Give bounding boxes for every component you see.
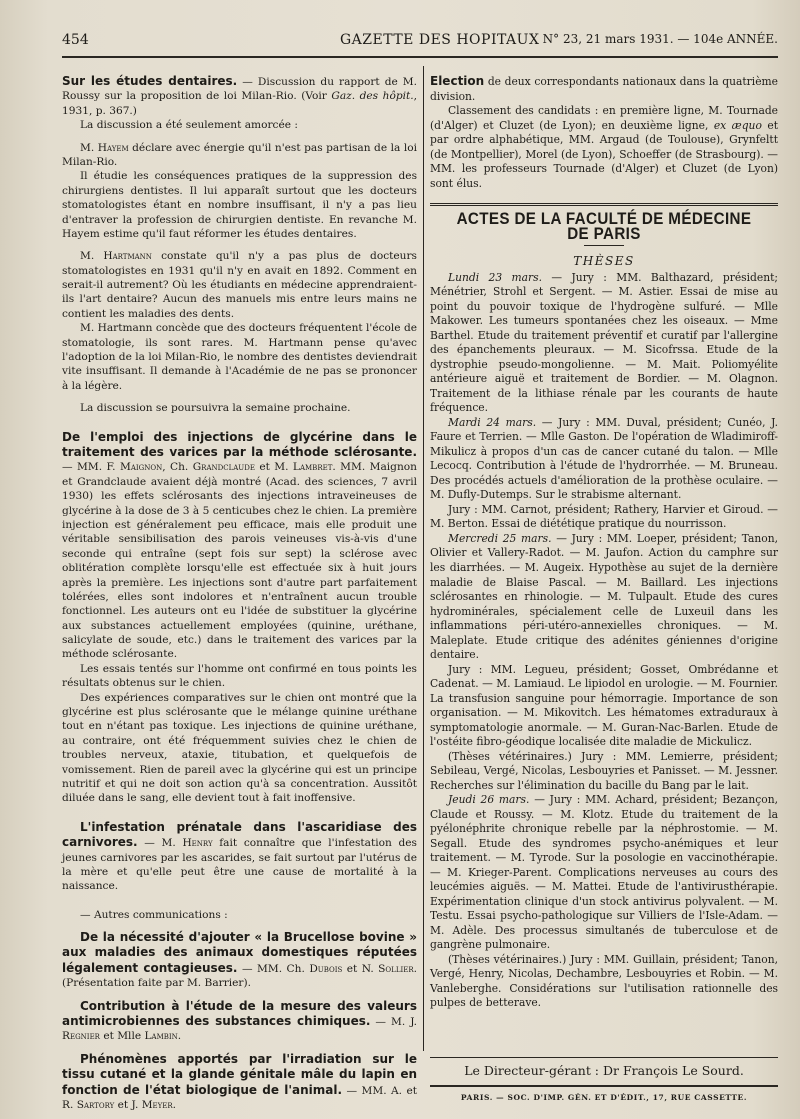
right-column bbox=[430, 74, 778, 1011]
paragraph: M. Hartmann constate qu'il n'y a pas plus de docteurs stomatologistes en 1931 qu'il n'y en avait en 1892. Comment en serait-il autrement? Où les étudiants en médecine apprendraient-ils l'art dentaire? Aucun des manuels mis entre leurs mains ne contient les maladies des dents. bbox=[62, 250, 417, 320]
section-heading: ACTES DE LA FACULTÉ DE MÉDECINE DE PARIS bbox=[456, 210, 752, 243]
thesis-day: Mercredi 25 mars. — Jury : MM. Loeper, président; Tanon, Olivier et Vallery-Radot. — M. Jaufon. Action du camphre sur les diarrhées. — M. Augeix. Hypothèse au sujet de la dernière maladie de Blaise Pascal. — M. Baillard. Les injections sclérosantes en rhinologie. — M. Tulpault. Etude des cures hydrominérales, spécialement celle de Luxeuil dans les inflammations péri-utéro-annexielles chroniques. — M. Maleplate. Etude critique des adénites géniennes d'origine dentaire. bbox=[430, 531, 778, 662]
header-rule bbox=[62, 56, 778, 58]
printer-line: PARIS. — SOC. D'IMP. GÉN. ET D'ÉDIT., 17, RUE CASSETTE. bbox=[460, 1093, 748, 1102]
article-title: Sur les études dentaires. bbox=[62, 74, 238, 88]
article-title: Contribution à l'étude de la mesure des valeurs antimicrobiennes des substances chimiques. bbox=[62, 998, 417, 1029]
paragraph: Classement des candidats : en première ligne, M. Tournade (d'Alger) et Cluzet (de Lyon); en deuxième ligne, ex æquo et par ordre alphabétique, MM. Argaud (de Toulouse), Grynfeltt (de Montpellier), Morel (de Lyon), Schoeffer (de Strasbourg). — MM. les professeurs Tournade (d'Alger) et Cluzet (de Lyon) sont élus. bbox=[430, 104, 778, 190]
subsection-heading: THÈSES bbox=[573, 254, 635, 269]
paragraph: (Thèses vétérinaires.) Jury : MM. Guillain, président; Tanon, Vergé, Henry, Nicolas, Dechambre, Lesbouyries et Robin. — M. Vanleberghe. Considérations sur l'utilisation rationnelle des pulpes de betterave. bbox=[430, 952, 778, 1010]
thesis-day: Lundi 23 mars. — Jury : MM. Balthazard, président; Ménétrier, Strohl et Sergent. — M. Astier. Essai de mise au point du pouvoir toxique de l'hydrogène sulfuré. — Mlle Makower. Les tumeurs spontanées chez les oiseaux. — Mme Barthel. Etude du traitement préventif et curatif par l'allergine des épanchements pleuraux. — M. Sicofrssa. Etude de la dystrophie pseudo-mongolienne. — M. Mait. Poliomyélite antérieure aiguë et traitement de Bordier. — M. Olagnon. Traitement de la lithiase rénale par les courants de haute fréquence. bbox=[430, 270, 779, 415]
thesis-day: Mardi 24 mars. — Jury : MM. Duval, président; Cunéo, J. Faure et Terrien. — Mlle Gaston. De l'opération de Wladimiroff-Mikulicz à propos d'un cas de cancer cutané du talon. — Mlle Lecocq. Contribution à l'étude de l'hydrorrhée. — M. Bruneau. Des procédés actuels d'amélioration de la prothèse oculaire. — M. Dufly-Dutemps. Sur le strabisme alternant. bbox=[430, 415, 778, 502]
article-title: Phénomènes apportés par l'irradiation sur le tissu cutané et la glande génitale mâle du lapin en fonction de l'état biologique de l'animal. bbox=[62, 1051, 417, 1097]
paragraph: La discussion a été seulement amorcée : bbox=[80, 119, 298, 132]
article-title: Election bbox=[430, 74, 485, 88]
ornament-rule bbox=[584, 245, 624, 246]
page-header bbox=[62, 32, 778, 52]
paragraph: (Thèses vétérinaires.) Jury : MM. Lemierre, président; Sebileau, Vergé, Nicolas, Lesbouyries et Panisset. — M. Jessner. Recherches sur l'élimination du bacille du Bang par le lait. bbox=[430, 749, 778, 792]
thesis-day: Jeudi 26 mars. — Jury : MM. Achard, président; Bezançon, Claude et Roussy. — M. Klotz. Etude du traitement de la pyélonéphrite chronique rebelle par la néphrostomie. — M. Segall. Etude des syndromes psycho-anémiques et leur traitement. — M. Tyrode. Sur la posologie en vaccinothérapie. — M. Krieger-Parent. Complications nerveuses au cours des leucémies aiguës. — M. Mattei. Etude de l'antivirusthérapie. Expérimentation clinique d'un stock antivirus polyvalent. — M. Testu. Essai psycho-pathologique sur Villiers de l'Isle-Adam. — M. Adèle. Des processus simultanés de tuberculose et de gangrène pulmonaire. bbox=[430, 793, 778, 952]
article-title: L'infestation prénatale dans l'ascaridiase des carnivores. bbox=[62, 819, 417, 850]
article-election: Election de deux correspondants nationaux dans la quatrième division. bbox=[430, 74, 778, 103]
article-etudes-dentaires: Sur les études dentaires. — Discussion du rapport de M. Roussy sur la proposition de loi Milan-Rio. (Voir Gaz. des hôpit., 1931, p. 367.) bbox=[62, 74, 417, 117]
article-antimicrobiennes: Contribution à l'étude de la mesure des valeurs antimicrobiennes des substances chimiques. — M. J. Regnier et Mlle Lambin. bbox=[62, 998, 417, 1043]
section-rule bbox=[430, 203, 778, 206]
footer-rule-mid bbox=[430, 1085, 778, 1087]
issue-info: N° 23, 21 mars 1931. — 104e ANNÉE. bbox=[542, 32, 778, 46]
article-title: De l'emploi des injections de glycérine dans le traitement des varices par la méthode sclérosante. bbox=[62, 429, 417, 459]
article-ascaridiase: L'infestation prénatale dans l'ascaridiase des carnivores. — M. Henry fait connaître que l'infestation des jeunes carnivores par les ascarides, se fait surtout par l'utérus de la mère et qu'elle peut être une cause de mortalité à la naissance. bbox=[62, 819, 417, 893]
article-glycerine: De l'emploi des injections de glycérine dans le traitement des varices par la méthode sclérosante. — MM. F. Maignon, Ch. Grandclaude et M. Lambret. MM. Maignon et Grandclaude avaient déjà montré (Acad. des sciences, 7 avril 1930) les effets sclérosants des injections intraveineuses de glycérine à la dose de 3 à 5 centicubes chez le chien. La première injection est généralement peu efficace, mais elle produit une véritable sensibilisation des parois veineuses vis-à-vis d'une seconde qui entraîne (sept fois sur sept) la sclérose avec oblitération complète lorsqu'elle est effectuée six à huit jours après la première. Les injections sont d'autre part parfaitement tolérées, elles sont indolores et n'entraînent aucun trouble fonctionnel. Les auteurs ont eu l'idée de substituer la glycérine aux substances actuellement employées (quinine, uréthane, salicylate de soude, etc.) dans le traitement des varices par la méthode sclérosante. bbox=[62, 429, 417, 661]
page-number: 454 bbox=[62, 32, 89, 48]
footer-rule-top bbox=[430, 1057, 778, 1058]
journal-title: GAZETTE DES HOPITAUX bbox=[340, 32, 540, 48]
director-line: Le Directeur-gérant : Dr François Le Sourd. bbox=[464, 1063, 744, 1078]
paragraph: Jury : MM. Carnot, président; Rathery, Harvier et Giroud. — M. Berton. Essai de diététique pratique du nourrisson. bbox=[430, 502, 778, 531]
column-divider bbox=[423, 66, 424, 1051]
autres-communications: — Autres communications : bbox=[80, 908, 228, 921]
paragraph: Les essais tentés sur l'homme ont confirmé en tous points les résultats obtenus sur le chien. bbox=[62, 662, 417, 690]
paragraph: M. Hartmann concède que des docteurs fréquentent l'école de stomatologie, ils sont rares. M. Hartmann pense qu'avec l'adoption de la loi Milan-Rio, le nombre des dentistes deviendrait vite insuffisant. Il demande à l'Académie de ne pas se prononcer à la légère. bbox=[62, 322, 417, 392]
left-column bbox=[62, 74, 417, 1112]
article-title: De la nécessité d'ajouter « la Brucellose bovine » aux maladies des animaux domestiques réputées légalement contagieuses. bbox=[62, 930, 417, 975]
paragraph: Jury : MM. Legueu, président; Gosset, Ombrédanne et Cadenat. — M. Lamiaud. Le lipiodol en urologie. — M. Fournier. La transfusion sanguine pour hémorragie. Importance de son organisation. — M. Mikovitch. Les hématomes extraduraux à symptomatologie anormale. — M. Guran-Nac-Barlen. Etude de l'ostéite fibro-géodique localisée dite maladie de Mickulicz. bbox=[430, 662, 778, 749]
article-brucellose: De la nécessité d'ajouter « la Brucellose bovine » aux maladies des animaux domestiques réputées légalement contagieuses. — MM. Ch. Dubois et N. Sollier. (Présentation faite par M. Barrier). bbox=[62, 930, 417, 990]
paragraph: Des expériences comparatives sur le chien ont montré que la glycérine est plus sclérosante que le mélange quinine uréthane tout en n'étant pas toxique. Les injections de quinine uréthane, au contraire, ont été fréquemment suivies chez le chien de troubles nerveux, ataxie, titubation, et quelquefois de vomissement. Rien de pareil avec la glycérine qui est un principe nutritif et qui ne doit son action qu'à sa concentration. Aussitôt diluée dans le sang, elle devient tout à fait inoffensive. bbox=[62, 691, 417, 805]
paragraph: Il étudie les conséquences pratiques de la suppression des chirurgiens dentistes. Il lui apparaît surtout que les docteurs stomatologistes étant en nombre insuffisant, il n'y a pas lieu d'entraver la profession de chirurgien dentiste. En revanche M. Hayem estime qu'il faut réformer les études dentaires. bbox=[62, 170, 417, 240]
article-irradiation: Phénomènes apportés par l'irradiation sur le tissu cutané et la glande génitale mâle du lapin en fonction de l'état biologique de l'animal. — MM. A. et R. Sartory et J. Meyer. bbox=[62, 1051, 417, 1111]
paragraph: M. Hayem déclare avec énergie qu'il n'est pas partisan de la loi Milan-Rio. bbox=[62, 141, 417, 168]
paragraph: La discussion se poursuivra la semaine prochaine. bbox=[80, 402, 351, 415]
